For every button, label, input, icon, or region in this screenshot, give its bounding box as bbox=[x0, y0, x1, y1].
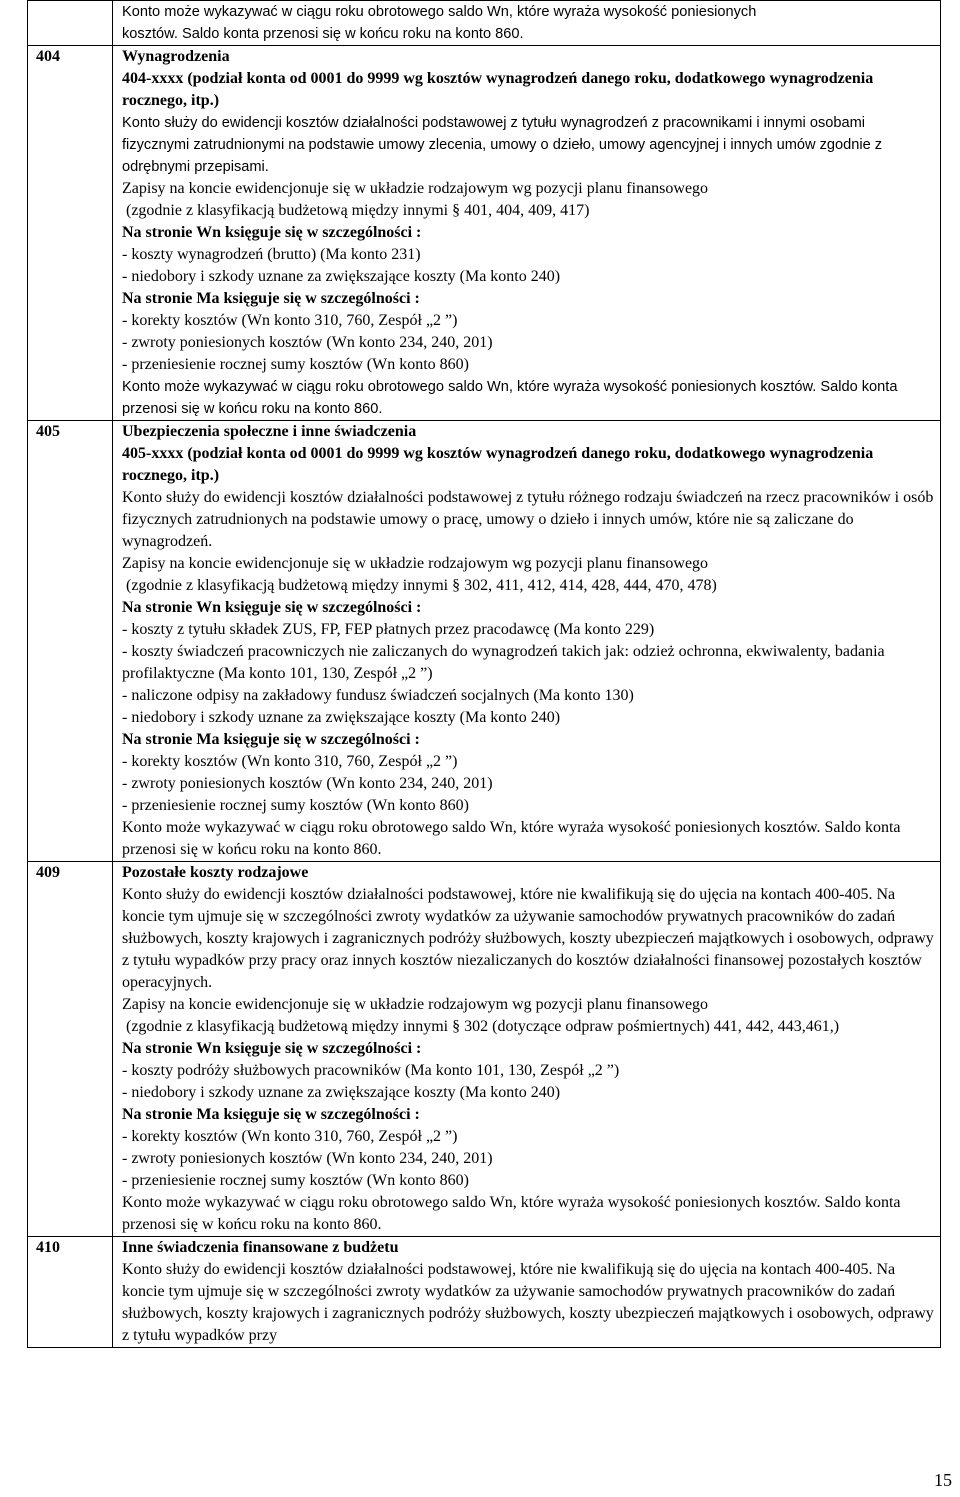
paragraph: Zapisy na koncie ewidencjonuje się w układzie rodzajowym wg pozycji planu finansowego bbox=[122, 555, 709, 572]
section-heading: Na stronie Wn księguje się w szczególności : bbox=[122, 599, 422, 616]
section-heading: Na stronie Ma księguje się w szczególności : bbox=[122, 1106, 420, 1123]
account-number: 404 bbox=[28, 46, 113, 421]
paragraph: - zwroty poniesionych kosztów (Wn konto 234, 240, 201) bbox=[122, 1150, 493, 1167]
paragraph: kosztów. Saldo konta przenosi się w końcu roku na konto 860. bbox=[122, 26, 524, 42]
account-description bbox=[113, 46, 941, 421]
account-title: Pozostałe koszty rodzajowe bbox=[122, 864, 309, 881]
account-row bbox=[28, 46, 941, 421]
account-number bbox=[28, 1, 113, 46]
paragraph: Konto służy do ewidencji kosztów działalności podstawowej, które nie kwalifikują się do ujęcia na kontach 400-405. Na koncie tym ujmuje się w szczególności zwroty wydatków za używanie samochodów prywatnych pracowników do zadań służbowych, koszty krajowych i zagranicznych podróży służbowych, koszty ubezpieczeń majątkowych i osobowych, odprawy z tytułu wypadków przy pracy oraz innych kosztów niezaliczanych do kosztów działalności finansowej pozostałych kosztów operacyjnych. bbox=[122, 886, 934, 991]
account-title: Inne świadczenia finansowane z budżetu bbox=[122, 1239, 399, 1256]
account-description bbox=[113, 1237, 941, 1348]
paragraph: - zwroty poniesionych kosztów (Wn konto 234, 240, 201) bbox=[122, 775, 493, 792]
account-row bbox=[28, 1237, 941, 1348]
section-heading: 405-xxxx (podział konta od 0001 do 9999 wg kosztów wynagrodzeń danego roku, dodatkowego wynagrodzenia rocznego, itp.) bbox=[122, 445, 874, 484]
paragraph: - niedobory i szkody uznane za zwiększające koszty (Ma konto 240) bbox=[122, 709, 561, 726]
section-heading: Na stronie Wn księguje się w szczególności : bbox=[122, 224, 422, 241]
paragraph: Konto może wykazywać w ciągu roku obrotowego saldo Wn, które wyraża wysokość poniesionych kosztów. Saldo konta przenosi się w końcu roku na konto 860. bbox=[122, 379, 898, 417]
paragraph: Konto służy do ewidencji kosztów działalności podstawowej, które nie kwalifikują się do ujęcia na kontach 400-405. Na koncie tym ujmuje się w szczególności zwroty wydatków za używanie samochodów prywatnych pracowników do zadań służbowych, koszty krajowych i zagranicznych podróży służbowych, koszty ubezpieczeń majątkowych i osobowych, odprawy z tytułu wypadków przy bbox=[122, 1261, 934, 1344]
page-number: 15 bbox=[934, 1470, 952, 1490]
account-row bbox=[28, 862, 941, 1237]
section-heading: Na stronie Wn księguje się w szczególności : bbox=[122, 1040, 422, 1057]
account-number: 405 bbox=[28, 421, 113, 862]
paragraph: - niedobory i szkody uznane za zwiększające koszty (Ma konto 240) bbox=[122, 268, 561, 285]
paragraph: Zapisy na koncie ewidencjonuje się w układzie rodzajowym wg pozycji planu finansowego bbox=[122, 180, 709, 197]
paragraph: (zgodnie z klasyfikacją budżetową między innymi § 302 (dotyczące odpraw pośmiertnych) 441, 442, 443,461,) bbox=[126, 1018, 840, 1035]
paragraph: - koszty podróży służbowych pracowników (Ma konto 101, 130, Zespół „2 ”) bbox=[122, 1062, 620, 1079]
paragraph: - naliczone odpisy na zakładowy fundusz świadczeń socjalnych (Ma konto 130) bbox=[122, 687, 634, 704]
paragraph: Konto służy do ewidencji kosztów działalności podstawowej z tytułu różnego rodzaju świadczeń na rzecz pracowników i osób fizycznych zatrudnionych na podstawie umowy o pracę, umowy o dzieło i innych umów, które nie są zaliczane do wynagrodzeń. bbox=[122, 489, 934, 550]
accounts-table bbox=[27, 0, 941, 1348]
paragraph: - korekty kosztów (Wn konto 310, 760, Zespół „2 ”) bbox=[122, 1128, 458, 1145]
section-heading: Na stronie Ma księguje się w szczególności : bbox=[122, 290, 420, 307]
paragraph: Konto może wykazywać w ciągu roku obrotowego saldo Wn, które wyraża wysokość poniesionych kosztów. Saldo konta przenosi się w końcu roku na konto 860. bbox=[122, 819, 901, 858]
section-heading: 404-xxxx (podział konta od 0001 do 9999 wg kosztów wynagrodzeń danego roku, dodatkowego wynagrodzenia rocznego, itp.) bbox=[122, 70, 874, 109]
document-page bbox=[27, 0, 941, 1348]
section-heading: Na stronie Ma księguje się w szczególności : bbox=[122, 731, 420, 748]
paragraph: - koszty świadczeń pracowniczych nie zaliczanych do wynagrodzeń takich jak: odzież ochronna, ekwiwalenty, badania profilaktyczne (Ma konto 101, 130, Zespół „2 ”) bbox=[122, 643, 885, 682]
account-description bbox=[113, 421, 941, 862]
paragraph: - koszty wynagrodzeń (brutto) (Ma konto 231) bbox=[122, 246, 421, 263]
account-description bbox=[113, 862, 941, 1237]
account-number: 409 bbox=[28, 862, 113, 1237]
paragraph: - zwroty poniesionych kosztów (Wn konto 234, 240, 201) bbox=[122, 334, 493, 351]
paragraph: Konto może wykazywać w ciągu roku obrotowego saldo Wn, które wyraża wysokość poniesionych bbox=[122, 4, 757, 20]
paragraph: Konto służy do ewidencji kosztów działalności podstawowej z tytułu wynagrodzeń z pracownikami i innymi osobami fizycznymi zatrudnionymi na podstawie umowy zlecenia, umowy o dzieło, umowy agencyjnej i innych umów zgodnie z odrębnymi przepisami. bbox=[122, 115, 883, 175]
account-title: Ubezpieczenia społeczne i inne świadczenia bbox=[122, 423, 417, 440]
paragraph: - korekty kosztów (Wn konto 310, 760, Zespół „2 ”) bbox=[122, 753, 458, 770]
paragraph: Konto może wykazywać w ciągu roku obrotowego saldo Wn, które wyraża wysokość poniesionych kosztów. Saldo konta przenosi się w końcu roku na konto 860. bbox=[122, 1194, 901, 1233]
paragraph: - przeniesienie rocznej sumy kosztów (Wn konto 860) bbox=[122, 797, 470, 814]
account-row bbox=[28, 1, 941, 46]
paragraph: - przeniesienie rocznej sumy kosztów (Wn konto 860) bbox=[122, 356, 470, 373]
account-number: 410 bbox=[28, 1237, 113, 1348]
paragraph: (zgodnie z klasyfikacją budżetową między innymi § 302, 411, 412, 414, 428, 444, 470, 478) bbox=[126, 577, 717, 594]
paragraph: (zgodnie z klasyfikacją budżetową między innymi § 401, 404, 409, 417) bbox=[126, 202, 590, 219]
paragraph: - niedobory i szkody uznane za zwiększające koszty (Ma konto 240) bbox=[122, 1084, 561, 1101]
account-description bbox=[113, 1, 941, 46]
paragraph: - koszty z tytułu składek ZUS, FP, FEP płatnych przez pracodawcę (Ma konto 229) bbox=[122, 621, 655, 638]
paragraph: - korekty kosztów (Wn konto 310, 760, Zespół „2 ”) bbox=[122, 312, 458, 329]
paragraph: - przeniesienie rocznej sumy kosztów (Wn konto 860) bbox=[122, 1172, 470, 1189]
account-row bbox=[28, 421, 941, 862]
account-title: Wynagrodzenia bbox=[122, 48, 230, 65]
paragraph: Zapisy na koncie ewidencjonuje się w układzie rodzajowym wg pozycji planu finansowego bbox=[122, 996, 709, 1013]
